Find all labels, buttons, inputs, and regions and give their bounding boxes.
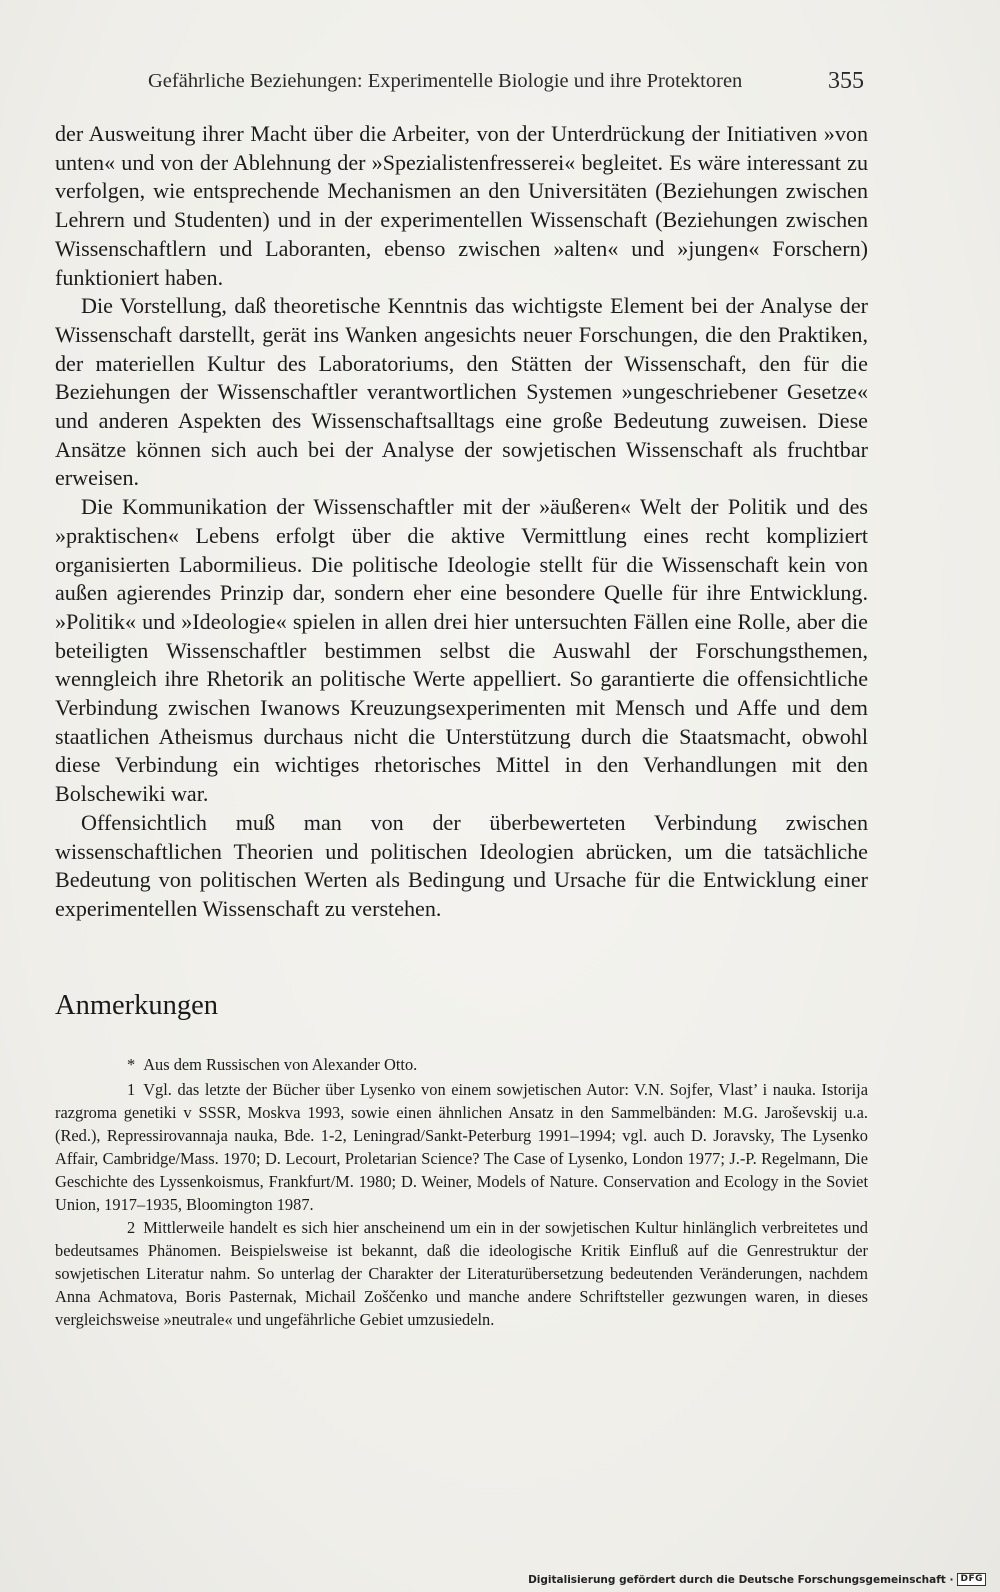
note-marker: *: [127, 1055, 136, 1074]
note-item: [55, 1216, 868, 1331]
body-paragraph-3: Die Kommunikation der Wissenschaftler mit der »äußeren« Welt der Politik und des »praktischen« Lebens erfolgt über die aktive Vermittlung eines recht kompliziert organisierten Labormilieus. Die politische Ideologie stellt für die Wissenschaft kein von außen agierendes Prinzip dar, sondern eher eine besondere Quelle für ihre Entwicklung. »Politik« und »Ideologie« spielen in allen drei hier untersuchten Fällen eine Rolle, aber die beteiligten Wissenschaftler bestimmen selbst die Auswahl der Forschungsthemen, wenngleich ihre Rhetorik an politische Werte appelliert. So garantierte die offensichtliche Verbindung zwischen Iwanows Kreuzungsexperimenten mit Mensch und Affe und dem staatlichen Atheismus durchaus nicht die Unterstützung durch die Staatsmacht, obwohl diese Verbindung ein wichtiges rhetorisches Mittel in den Verhandlungen mit den Bolschewiki war.: [55, 494, 868, 807]
page-number: 355: [828, 68, 864, 94]
note-item: [55, 1053, 868, 1076]
note-text: Mittlerweile handelt es sich hier anscheinend um ein in der sowjetischen Kultur hinlänglich verbreitetes und bedeutsames Phänomen. Beispielsweise ist bekannt, daß die ideologische Kritik Einfluß auf die Genrestruktur der sowjetischen Literatur nahm. So unterlag der Charakter der Literaturübersetzung bedeutenden Veränderungen, nachdem Anna Achmatova, Boris Pasternak, Michail Zoščenko und manche andere Schriftsteller gezwungen waren, in dieses vergleichsweise »neutrale« und ungefährliche Gebiet umzusiedeln.: [55, 1218, 868, 1329]
dfg-logo: DFG: [957, 1573, 986, 1586]
note-text: Vgl. das letzte der Bücher über Lysenko von einem sowjetischen Autor: V.N. Sojfer, Vlast’ i nauka. Istorija razgroma genetiki v SSSR, Moskva 1993, sowie einen ähnlichen Ansatz in den Sammelbänden: M.G. Jaroševskij u.a. (Red.), Repressirovannaja nauka, Bde. 1-2, Leningrad/Sankt-Peterburg 1991–1994; vgl. auch D. Joravsky, The Lysenko Affair, Cambridge/Mass. 1970; D. Lecourt, Proletarian Science? The Case of Lysenko, London 1977; J.-P. Regelmann, Die Geschichte des Lyssenkoismus, Frankfurt/M. 1980; D. Weiner, Models of Nature. Conservation and Ecology in the Soviet Union, 1917–1935, Bloomington 1987.: [55, 1080, 868, 1214]
body-text: [55, 120, 868, 924]
note-item: [55, 1078, 868, 1216]
notes-list: [55, 1053, 868, 1331]
note-marker: 2: [127, 1218, 136, 1237]
body-paragraph-2: Die Vorstellung, daß theoretische Kenntnis das wichtigste Element bei der Analyse der Wissenschaft darstellt, gerät ins Wanken angesichts neuer Forschungen, die den Praktiken, der materiellen Kultur des Laboratoriums, den Stätten der Wissenschaft, den für die Beziehungen der Wissenschaftler verantwortlichen Systemen »ungeschriebener Gesetze« und anderen Aspekten des Wissenschaftsalltags eine große Bedeutung zuweisen. Diese Ansätze können sich auch bei der Analyse der sowjetischen Wissenschaft als fruchtbar erweisen.: [55, 293, 868, 491]
digitization-footer: [528, 1573, 986, 1586]
note-text: Aus dem Russischen von Alexander Otto.: [143, 1055, 418, 1074]
running-title: Gefährliche Beziehungen: Experimentelle Biologie und ihre Protektoren: [148, 70, 743, 92]
body-paragraph-4: Offensichtlich muß man von der überbewerteten Verbindung zwischen wissenschaftlichen Theorien und politischen Ideologien abrücken, um die tatsächliche Bedeutung von politischen Werten als Bedingung und Ursache für die Entwicklung einer experimentellen Wissenschaft zu verstehen.: [55, 809, 868, 921]
note-marker: 1: [127, 1080, 136, 1099]
digitization-note: Digitalisierung gefördert durch die Deutsche Forschungsgemeinschaft ·: [528, 1573, 954, 1586]
notes-heading: Anmerkungen: [55, 990, 219, 1021]
body-paragraph-1: der Ausweitung ihrer Macht über die Arbeiter, von der Unterdrückung der Initiativen »von unten« und von der Ablehnung der »Spezialistenfresserei« begleitet. Es wäre interessant zu verfolgen, wie entsprechende Mechanismen an den Universitäten (Beziehungen zwischen Lehrern und Studenten) und in der experimentellen Wissenschaft (Beziehungen zwischen Wissenschaftlern und Laboranten, ebenso zwischen »alten« und »jungen« Forschern) funktioniert haben.: [55, 121, 868, 290]
